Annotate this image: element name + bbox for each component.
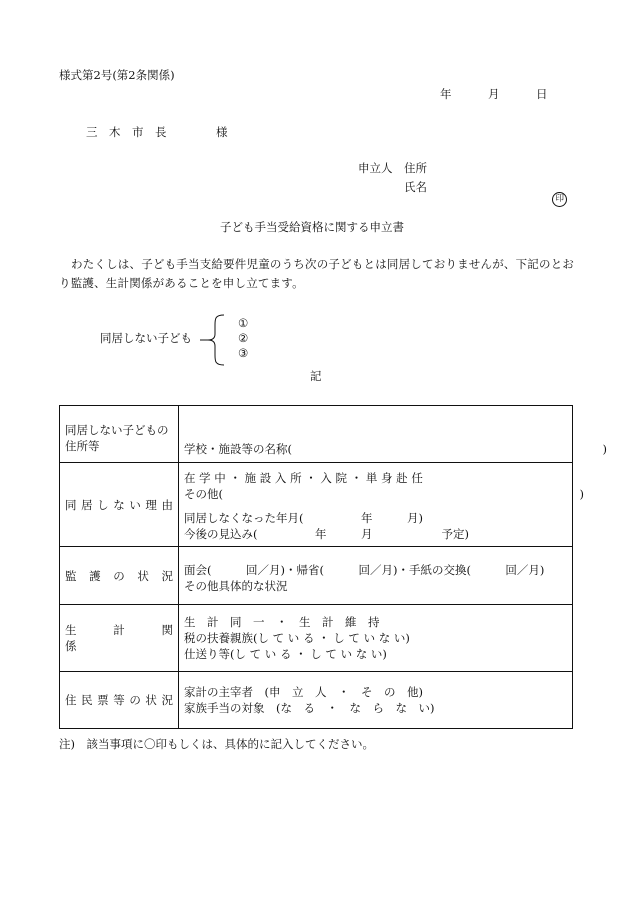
child-item-2: ② xyxy=(238,331,249,345)
row-label-reason: 同 居 し な い 理 由 xyxy=(60,463,179,547)
applicant-role: 申立人 xyxy=(358,161,393,175)
note-heading: 記 xyxy=(310,369,322,383)
child-item-3: ③ xyxy=(238,346,249,360)
row-content-reason[interactable]: 在 学 中 ・ 施 設 入 所 ・ 入 院 ・ 単 身 赴 任 その他( ) 同居しなくなった年月( 年 月) 今後の見込み( 年 月 予定) xyxy=(179,463,573,547)
row-content-livelihood[interactable]: 生 計 同 一 ・ 生 計 維 持 税の扶養親族(し て い る ・ し て い な い) 仕送り等(し て い る ・ し て い な い) xyxy=(179,605,573,672)
table-row-reason xyxy=(60,463,573,547)
children-label: 同居しない子ども xyxy=(100,331,192,345)
table-row-child-address xyxy=(60,406,573,463)
form-number: 様式第2号(第2条関係) xyxy=(59,68,175,82)
row-label-residence: 住 民 票 等 の 状 況 xyxy=(60,672,179,729)
row-label-livelihood: 生 計 関 係 xyxy=(60,605,179,672)
date-month-label: 月 xyxy=(488,87,500,101)
row-label-custody: 監 護 の 状 況 xyxy=(60,547,179,605)
seal-mark xyxy=(545,180,567,207)
applicant-name-label: 氏名 xyxy=(404,180,427,194)
child-item-1: ① xyxy=(238,316,249,330)
table-row-livelihood xyxy=(60,605,573,672)
row-content-residence[interactable]: 家計の主宰者 (申 立 人 ・ そ の 他) 家族手当の対象 (な る ・ な ら な い) xyxy=(179,672,573,729)
table-row-residence xyxy=(60,672,573,729)
row-content-child-address[interactable]: 学校・施設等の名称( ) xyxy=(179,406,573,463)
footnote: 注) 該当事項に〇印もしくは、具体的に記入してください。 xyxy=(59,737,374,751)
brace-icon xyxy=(200,313,230,367)
table-row-custody xyxy=(60,547,573,605)
row-label-child-address: 同居しない子どもの住所等 xyxy=(60,406,179,463)
seal-circle-icon: 印 xyxy=(552,192,567,207)
applicant-address-label: 住所 xyxy=(404,161,427,175)
row-content-custody[interactable]: 面会( 回／月)・帰省( 回／月)・手紙の交換( 回／月) その他具体的な状況 xyxy=(179,547,573,605)
statement-paragraph: わたくしは、子ども手当支給要件児童のうち次の子どもとは同居しておりませんが、下記のとおり監護、生計関係があることを申し立てます。 xyxy=(59,257,575,290)
application-table xyxy=(59,405,607,729)
document-title: 子ども手当受給資格に関する申立書 xyxy=(220,220,404,234)
date-day-label: 日 xyxy=(536,87,548,101)
addressee-suffix: 様 xyxy=(216,125,228,139)
addressee: 三 木 市 長 xyxy=(86,125,167,139)
date-year-label: 年 xyxy=(440,87,452,101)
